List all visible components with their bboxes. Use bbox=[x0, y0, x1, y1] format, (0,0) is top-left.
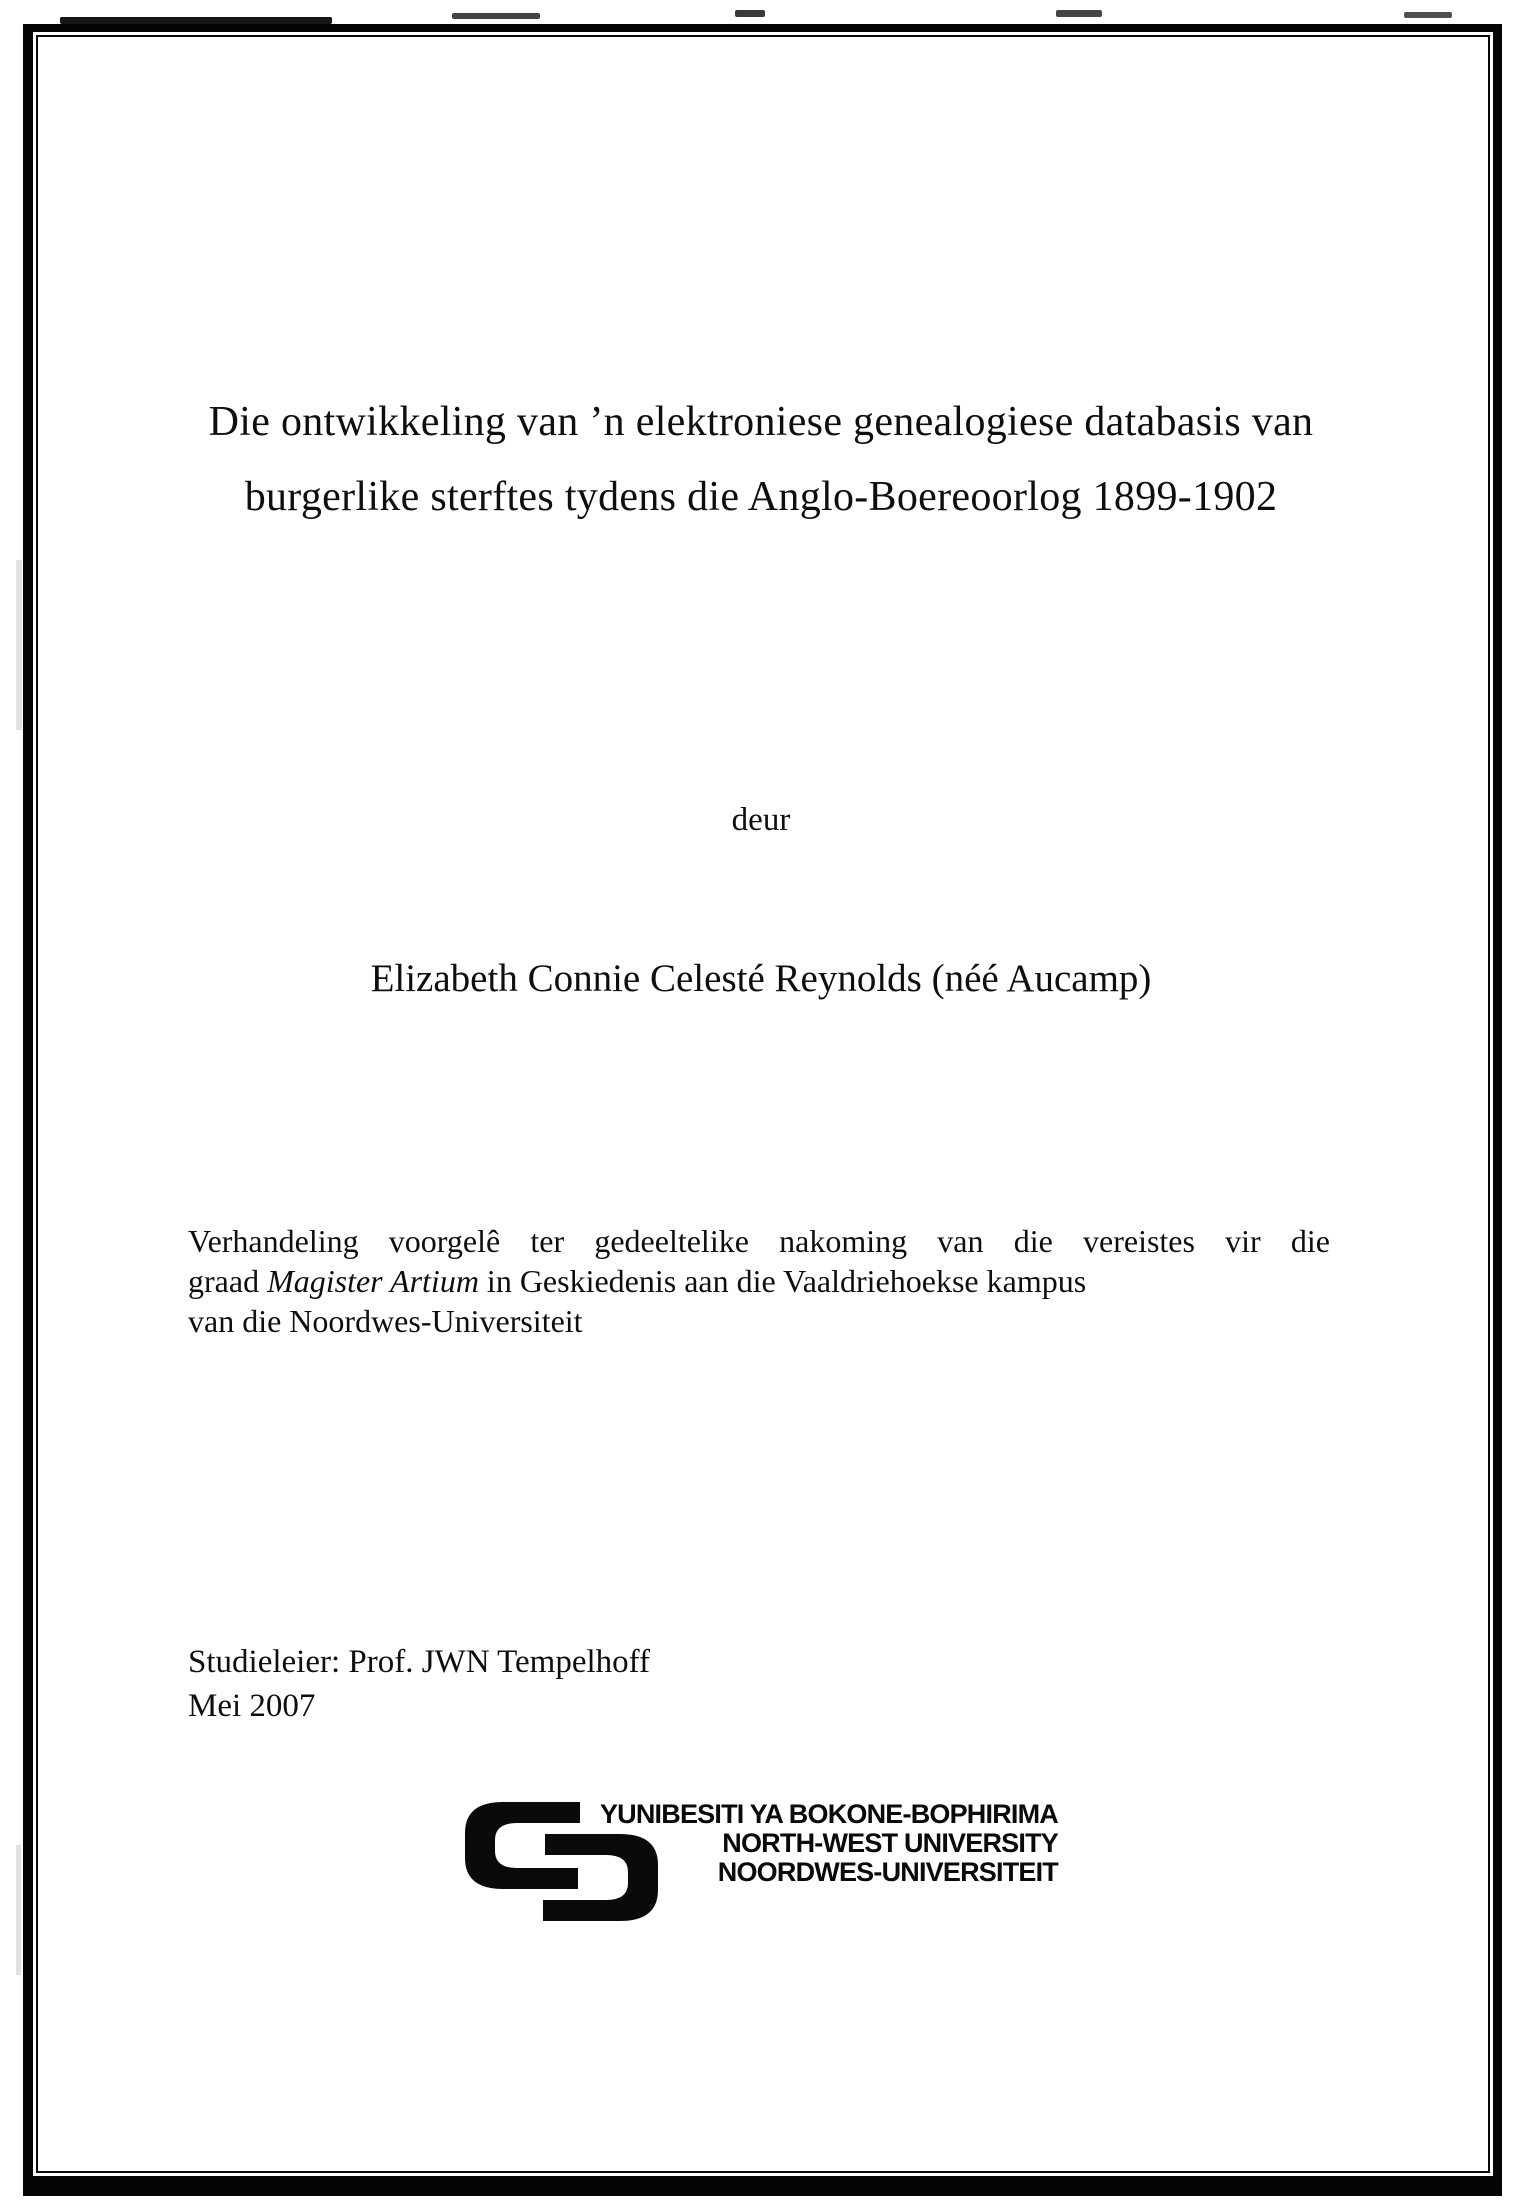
degree-statement-line2-pre: graad bbox=[188, 1263, 268, 1299]
byline-preposition: deur bbox=[731, 802, 791, 838]
degree-statement-line2 bbox=[188, 1261, 1330, 1301]
university-name-english: NORTH-WEST UNIVERSITY bbox=[722, 1828, 1058, 1858]
author-name: Elizabeth Connie Celesté Reynolds (néé Aucamp) bbox=[370, 957, 1152, 1000]
scan-artifact bbox=[16, 1845, 21, 1975]
supervisor-block bbox=[188, 1640, 650, 1728]
university-logo bbox=[463, 1798, 1058, 1933]
degree-statement bbox=[188, 1221, 1330, 1341]
scan-artifact bbox=[16, 560, 22, 730]
university-name-afrikaans: NOORDWES-UNIVERSITEIT bbox=[717, 1857, 1058, 1887]
degree-name-italic: Magister Artium bbox=[267, 1263, 479, 1299]
scan-artifact bbox=[452, 13, 540, 19]
thesis-title-line1: Die ontwikkeling van ’n elektroniese genealogiese databasis van bbox=[208, 399, 1314, 445]
degree-statement-line1: Verhandeling voorgelê ter gedeeltelike nakoming van die vereistes vir die bbox=[188, 1223, 1330, 1259]
thesis-title-line2: burgerlike sterftes tydens die Anglo-Boereoorlog 1899-1902 bbox=[244, 474, 1278, 520]
date-line: Mei 2007 bbox=[188, 1688, 316, 1724]
scan-artifact bbox=[735, 10, 765, 17]
university-name-setswana: YUNIBESITI YA BOKONE-BOPHIRIMA bbox=[599, 1799, 1058, 1829]
thesis-title bbox=[30, 385, 1492, 535]
scan-artifact bbox=[60, 17, 332, 24]
supervisor-line: Studieleier: Prof. JWN Tempelhoff bbox=[188, 1644, 651, 1680]
university-logo-text bbox=[600, 1800, 1058, 1887]
degree-statement-line2-post: in Geskiedenis aan die Vaaldriehoekse kampus bbox=[478, 1263, 1087, 1299]
scan-artifact bbox=[1056, 10, 1102, 17]
scan-artifact bbox=[1404, 12, 1452, 18]
degree-statement-line3: van die Noordwes-Universiteit bbox=[188, 1303, 583, 1339]
